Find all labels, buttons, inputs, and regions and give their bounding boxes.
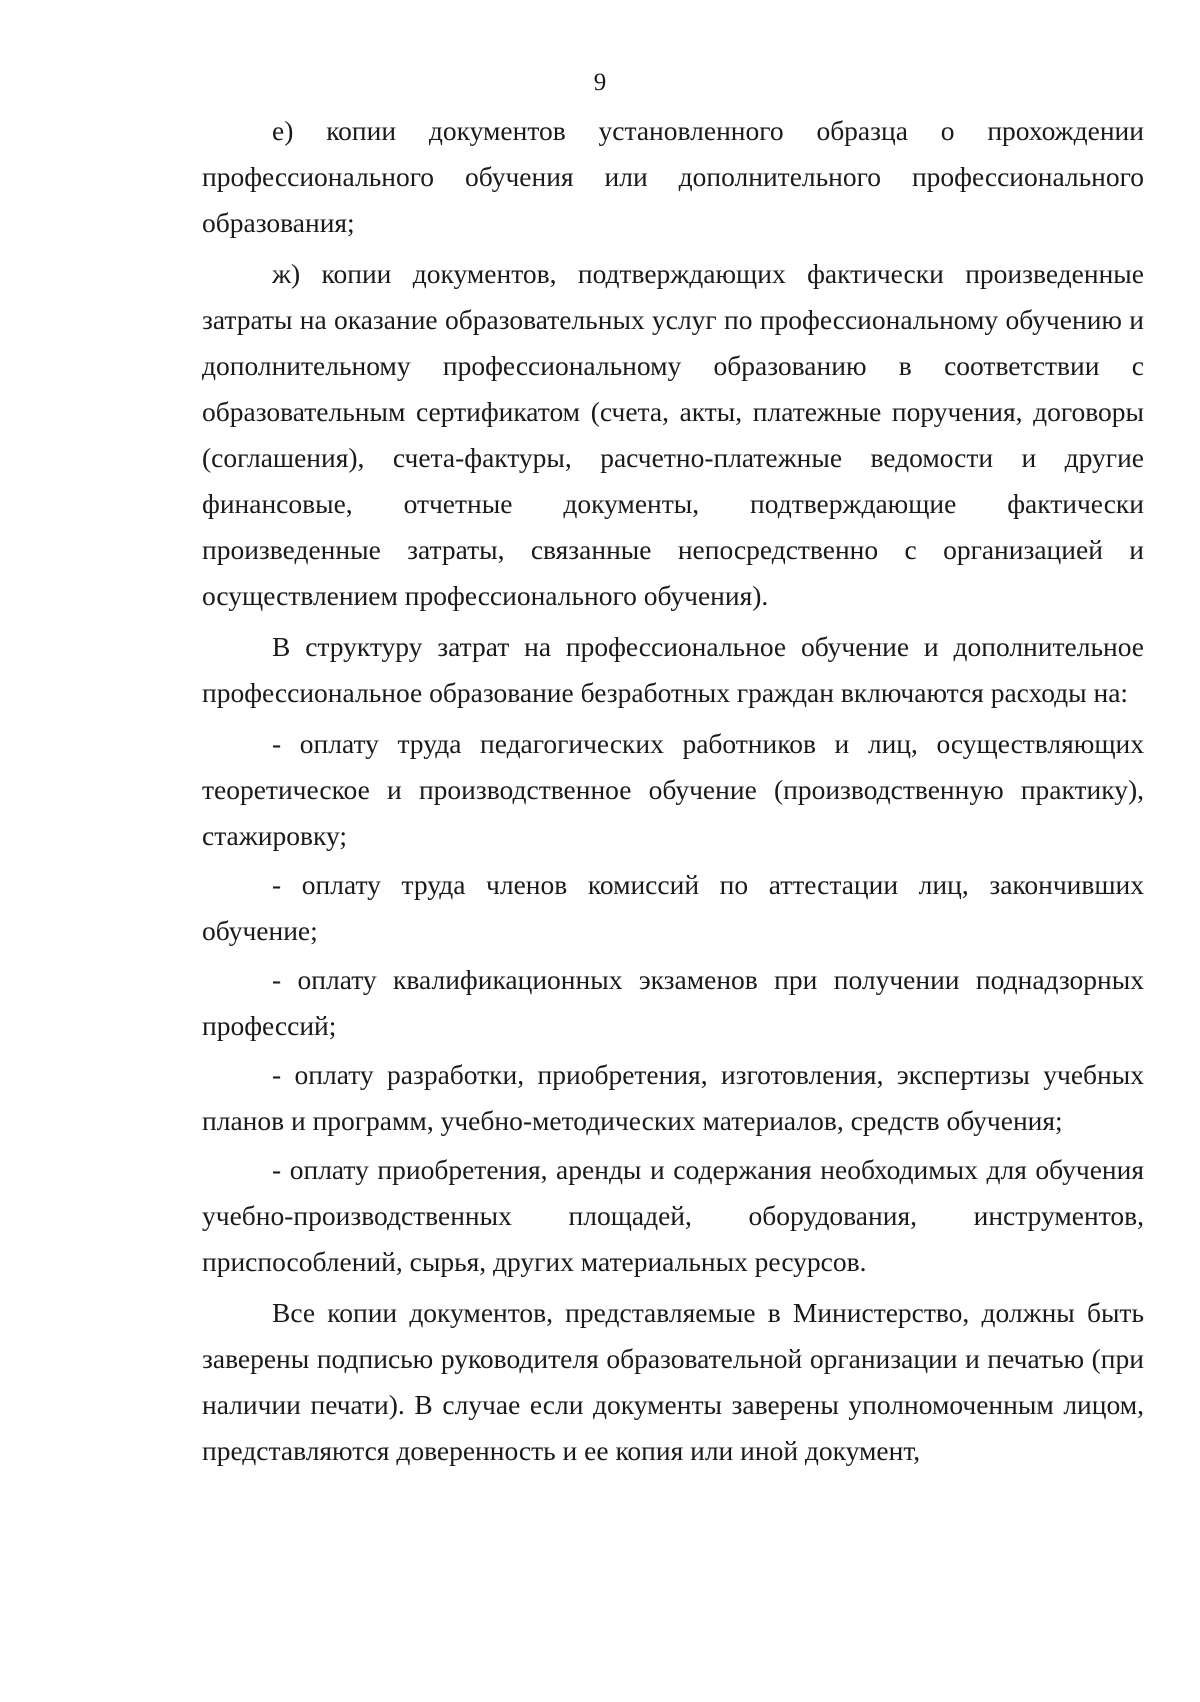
paragraph-item-e: е) копии документов установленного образца о прохождении профессионального обучения или дополнительного профессионального образования; xyxy=(202,115,1144,238)
list-item-commission-pay: - оплату труда членов комиссий по аттестации лиц, закончивших обучение; xyxy=(202,869,1144,946)
paragraph-certification: Все копии документов, представляемые в Министерство, должны быть заверены подписью руководителя образовательной организации и печатью (при наличии печати). В случае если документы заверены уполномоченным лицом, представляются доверенность и ее копия или иной документ, xyxy=(202,1297,1144,1466)
document-body xyxy=(202,108,1144,1479)
list-item-exams-pay: - оплату квалификационных экзаменов при получении поднадзорных профессий; xyxy=(202,964,1144,1041)
list-item-teacher-pay: - оплату труда педагогических работников и лиц, осуществляющих теоретическое и производственное обучение (производственную практику), стажировку; xyxy=(202,728,1144,851)
list-item-facilities-pay: - оплату приобретения, аренды и содержания необходимых для обучения учебно-производственных площадей, оборудования, инструментов, приспособлений, сырья, других материальных ресурсов. xyxy=(202,1154,1144,1277)
paragraph-item-zh: ж) копии документов, подтверждающих фактически произведенные затраты на оказание образовательных услуг по профессиональному обучению и дополнительному профессиональному образованию в соответствии с образовательным сертификатом (счета, акты, платежные поручения, договоры (соглашения), счета-фактуры, расчетно-платежные ведомости и другие финансовые, отчетные документы, подтверждающие фактически произведенные затраты, связанные непосредственно с организацией и осуществлением профессионального обучения). xyxy=(202,258,1144,611)
page-number: 9 xyxy=(593,69,607,96)
list-item-curriculum-pay: - оплату разработки, приобретения, изготовления, экспертизы учебных планов и программ, учебно-методических материалов, средств обучения; xyxy=(202,1059,1144,1136)
paragraph-cost-structure: В структуру затрат на профессиональное обучение и дополнительное профессиональное образование безработных граждан включаются расходы на: xyxy=(202,631,1144,708)
